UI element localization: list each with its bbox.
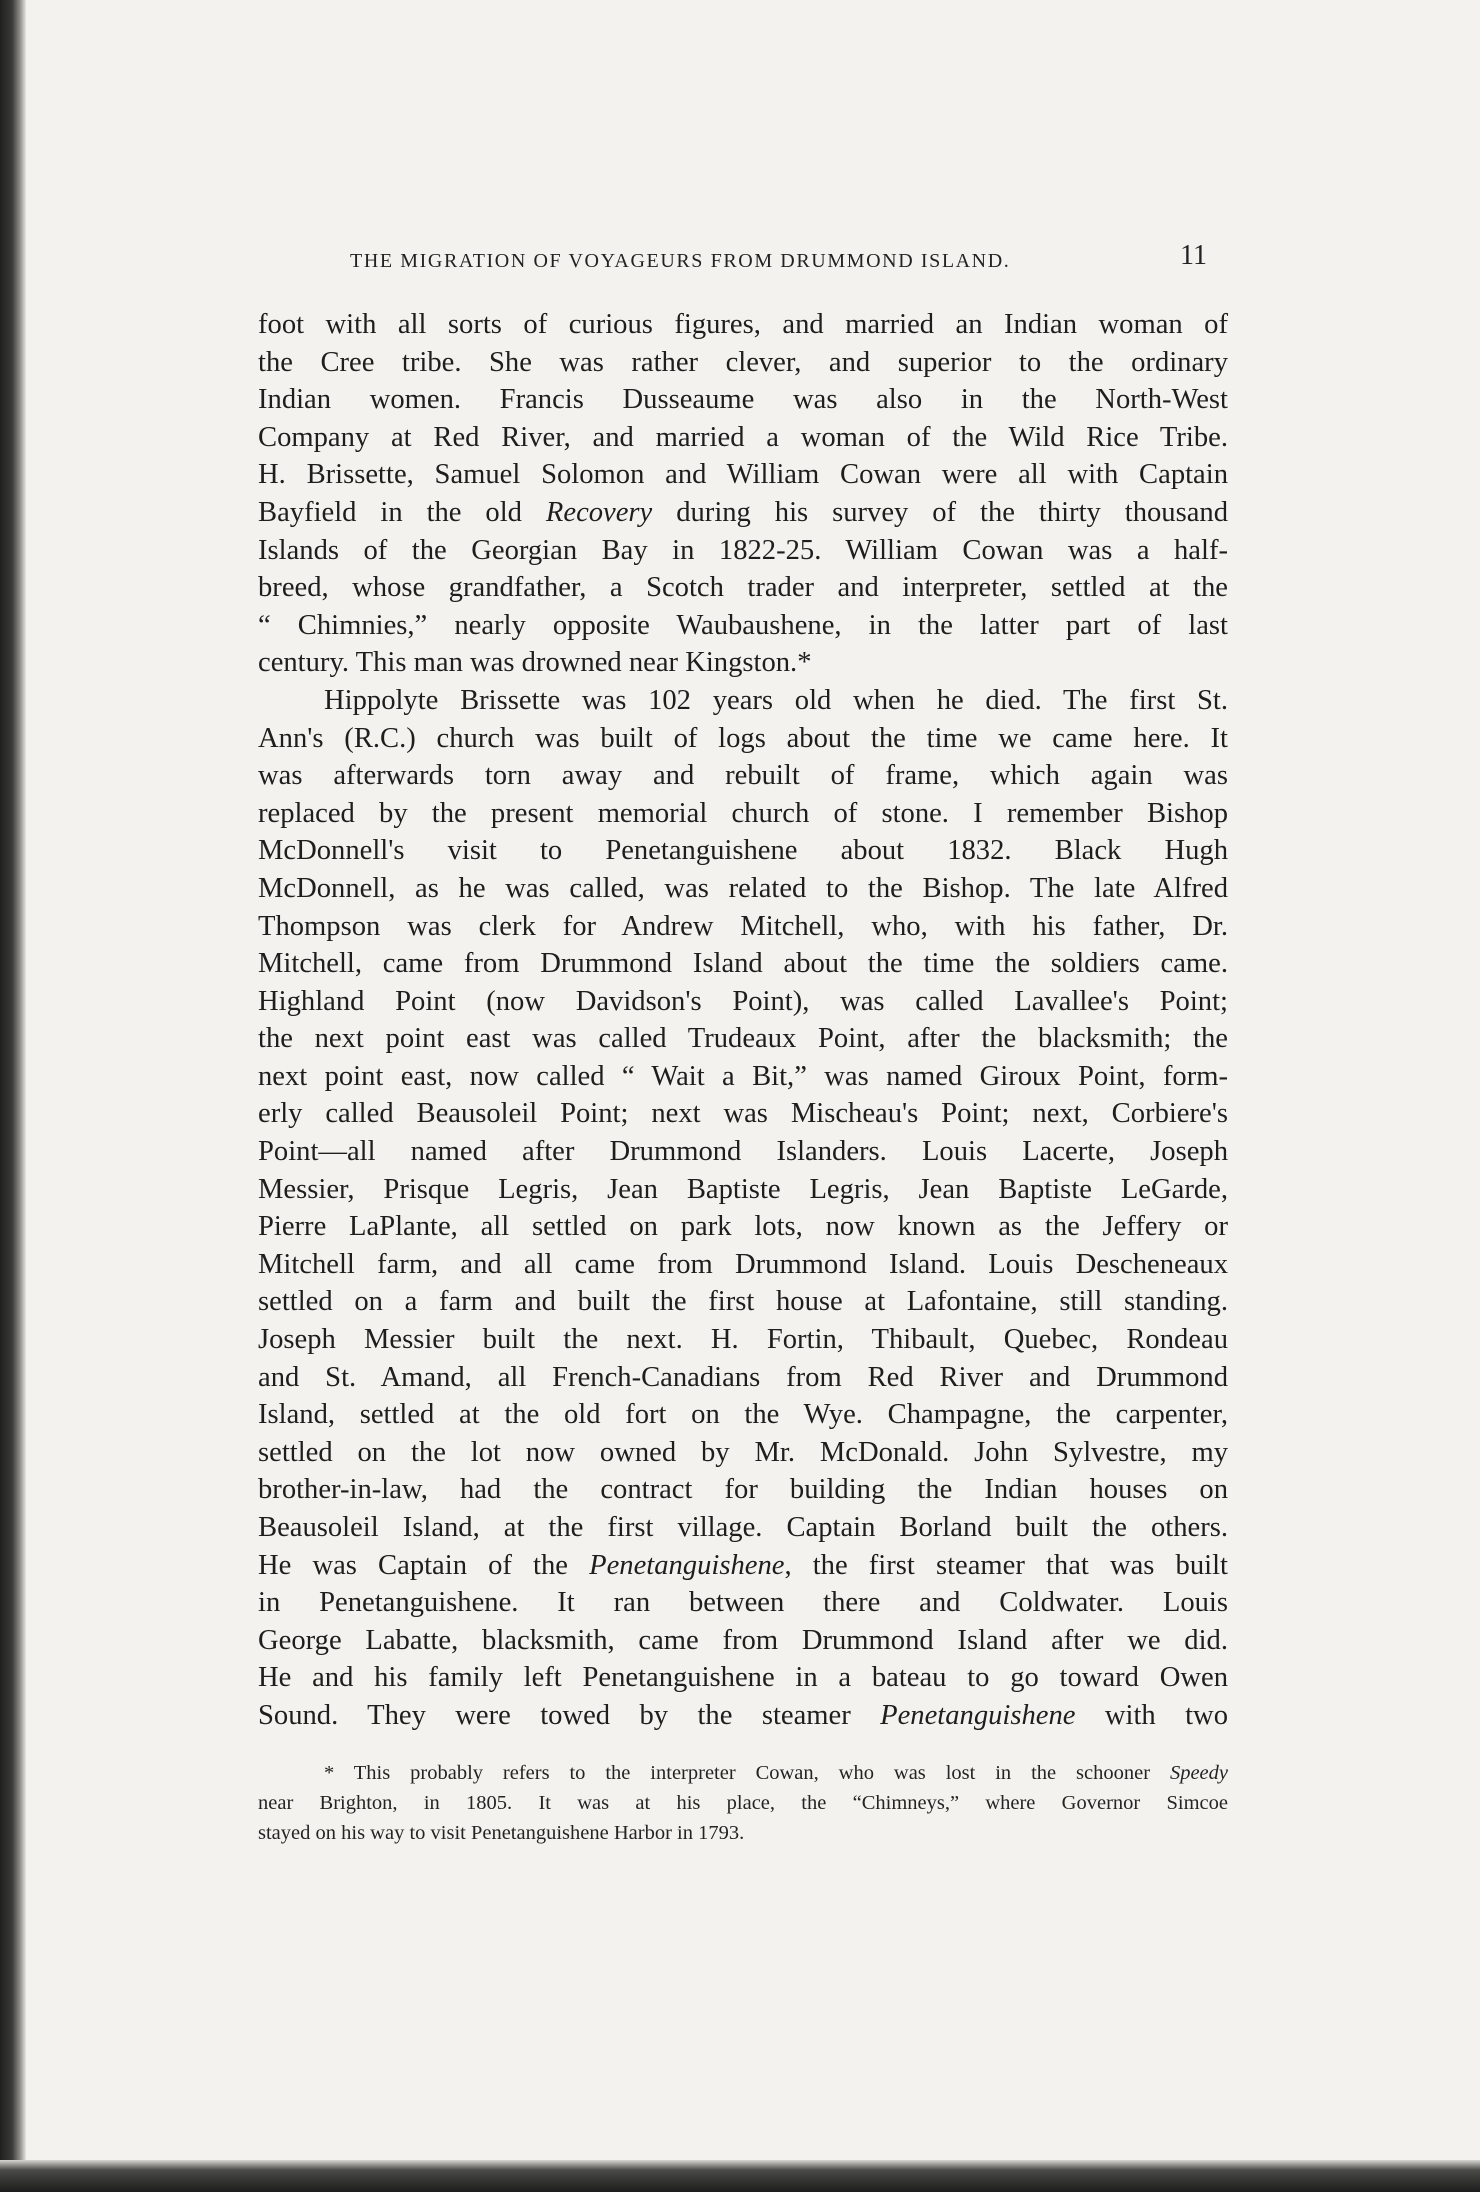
body-line: He was Captain of the Penetanguishene, the first steamer that was built — [258, 1549, 1228, 1581]
body-line: Point—all named after Drummond Islanders. Louis Lacerte, Joseph — [258, 1136, 1228, 1168]
body-line: Indian women. Francis Dusseaume was also in the North-West — [258, 384, 1228, 416]
body-line: McDonnell, as he was called, was related to the Bishop. The late Alfred — [258, 872, 1228, 904]
body-line: next point east, now called “ Wait a Bit,” was named Giroux Point, form- — [258, 1060, 1228, 1092]
body-text — [258, 306, 1228, 1735]
body-line: the next point east was called Trudeaux Point, after the blacksmith; the — [258, 1023, 1228, 1055]
body-line: Hippolyte Brissette was 102 years old when he died. The first St. — [324, 684, 1228, 716]
body-line: Beausoleil Island, at the first village. Captain Borland built the others. — [258, 1512, 1228, 1543]
body-line: was afterwards torn away and rebuilt of frame, which again was — [258, 760, 1228, 792]
scan-bottom-edge — [0, 2160, 1480, 2192]
footnotes — [258, 1758, 1228, 1848]
body-line: settled on a farm and built the first house at Lafontaine, still standing. — [258, 1286, 1228, 1318]
body-line: and St. Amand, all French-Canadians from Red River and Drummond — [258, 1361, 1228, 1393]
footnote-line: near Brighton, in 1805. It was at his place, the “Chimneys,” where Governor Simcoe — [258, 1792, 1228, 1814]
body-line: century. This man was drowned near Kingston.* — [258, 647, 812, 679]
body-line: brother-in-law, had the contract for building the Indian houses on — [258, 1474, 1228, 1506]
footnote-line: * This probably refers to the interpreter Cowan, who was lost in the schooner Speedy — [324, 1762, 1228, 1784]
body-line: He and his family left Penetanguishene in a bateau to go toward Owen — [258, 1662, 1228, 1694]
body-line: Sound. They were towed by the steamer Penetanguishene with two — [258, 1699, 1228, 1731]
body-line: McDonnell's visit to Penetanguishene about 1832. Black Hugh — [258, 835, 1228, 867]
body-line: Bayfield in the old Recovery during his survey of the thirty thousand — [258, 496, 1228, 528]
body-line: in Penetanguishene. It ran between there and Coldwater. Louis — [258, 1587, 1228, 1619]
body-line: Pierre LaPlante, all settled on park lots, now known as the Jeffery or — [258, 1211, 1228, 1243]
body-line: settled on the lot now owned by Mr. McDonald. John Sylvestre, my — [258, 1436, 1228, 1468]
body-line: Messier, Prisque Legris, Jean Baptiste Legris, Jean Baptiste LeGarde, — [258, 1173, 1228, 1205]
body-line: the Cree tribe. She was rather clever, and superior to the ordinary — [258, 346, 1228, 378]
body-line: replaced by the present memorial church of stone. I remember Bishop — [258, 797, 1228, 829]
body-line: Mitchell, came from Drummond Island about the time the soldiers came. — [258, 948, 1228, 980]
body-line: H. Brissette, Samuel Solomon and William Cowan were all with Captain — [258, 459, 1228, 491]
body-line: Mitchell farm, and all came from Drummond Island. Louis Descheneaux — [258, 1248, 1228, 1280]
body-line: Company at Red River, and married a woman of the Wild Rice Tribe. — [258, 421, 1228, 453]
body-line: erly called Beausoleil Point; next was Mischeau's Point; next, Corbiere's — [258, 1098, 1228, 1130]
running-head — [258, 238, 1218, 282]
body-line: breed, whose grandfather, a Scotch trader and interpreter, settled at the — [258, 572, 1228, 604]
footnote-line: stayed on his way to visit Penetanguishene Harbor in 1793. — [258, 1822, 745, 1844]
body-line: Island, settled at the old fort on the Wye. Champagne, the carpenter, — [258, 1399, 1228, 1431]
body-line: Islands of the Georgian Bay in 1822-25. William Cowan was a half- — [258, 534, 1228, 566]
running-title: THE MIGRATION OF VOYAGEURS FROM DRUMMOND ISLAND. — [350, 250, 1011, 272]
page-binding-edge — [0, 0, 26, 2172]
body-line: Thompson was clerk for Andrew Mitchell, who, with his father, Dr. — [258, 910, 1228, 942]
body-line: Ann's (R.C.) church was built of logs about the time we came here. It — [258, 722, 1228, 754]
body-line: “ Chimnies,” nearly opposite Waubaushene, in the latter part of last — [258, 609, 1228, 641]
body-line: foot with all sorts of curious figures, and married an Indian woman of — [258, 309, 1228, 340]
body-line: Joseph Messier built the next. H. Fortin, Thibault, Quebec, Rondeau — [258, 1324, 1228, 1356]
body-line: Highland Point (now Davidson's Point), was called Lavallee's Point; — [258, 985, 1228, 1017]
body-line: George Labatte, blacksmith, came from Drummond Island after we did. — [258, 1624, 1228, 1656]
page-number: 11 — [1180, 240, 1207, 271]
